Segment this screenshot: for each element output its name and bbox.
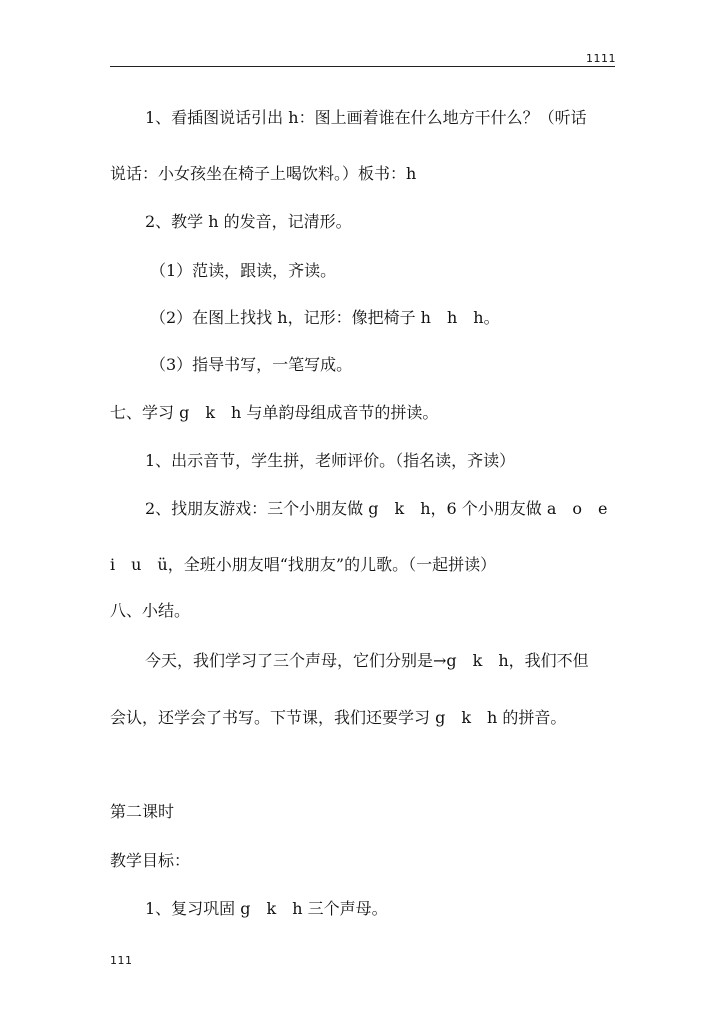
text-line-3: 2、教学 h 的发音，记清形。 xyxy=(145,212,352,231)
text-line-1: 1、看插图说话引出 h：图上画着谁在什么地方干什么？（听话 xyxy=(145,108,587,127)
text-line-6: （3）指导书写，一笔写成。 xyxy=(150,355,353,374)
text-line-10: i u ü，全班小朋友唱“找朋友”的儿歌。（一起拼读） xyxy=(110,555,497,574)
header-divider xyxy=(110,66,615,67)
text-line-16: 1、复习巩固 g k h 三个声母。 xyxy=(145,899,388,918)
page-footer-number: 111 xyxy=(110,954,133,967)
text-line-8: 1、出示音节，学生拼，老师评价。（指名读，齐读） xyxy=(145,451,516,470)
lesson-heading: 第二课时 xyxy=(110,802,175,821)
page-header-number: 1111 xyxy=(586,52,616,65)
text-line-4: （1）范读，跟读，齐读。 xyxy=(150,261,337,280)
objectives-heading: 教学目标： xyxy=(110,851,191,870)
section-heading-eight: 八、小结。 xyxy=(110,601,191,620)
section-heading-seven: 七、学习 g k h 与单韵母组成音节的拼读。 xyxy=(110,403,439,422)
text-line-9: 2、找朋友游戏：三个小朋友做 g k h，6 个小朋友做 a o e xyxy=(145,499,608,518)
text-line-5: （2）在图上找找 h，记形：像把椅子 h h h。 xyxy=(150,308,500,327)
text-line-13: 会认，还学会了书写。下节课，我们还要学习 g k h 的拼音。 xyxy=(110,708,567,727)
text-line-12: 今天，我们学习了三个声母，它们分别是→g k h，我们不但 xyxy=(145,651,589,670)
text-line-2: 说话：小女孩坐在椅子上喝饮料。）板书：h xyxy=(110,164,417,183)
